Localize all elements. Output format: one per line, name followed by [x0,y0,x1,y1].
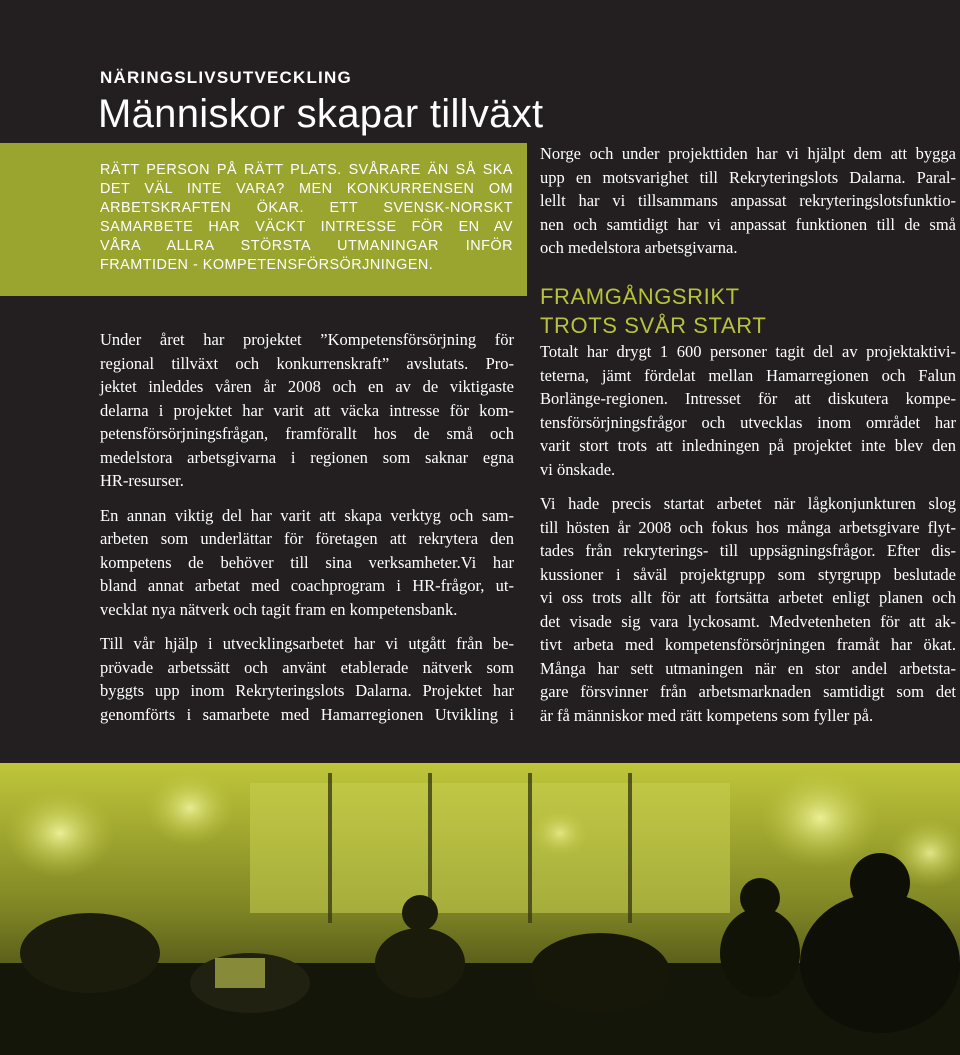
text-line: tensförsörjningsfrågor och utvecklas inom området har [540,412,956,432]
sub-heading [540,282,766,340]
text-line: kussioner i såväl projektgrupp som styrgrupp beslutade [540,564,956,584]
sub-heading-line: TROTS SVÅR START [540,313,767,338]
text-line: är få människor med rätt kompetens som fyller på. [540,705,874,725]
paragraph [540,492,956,727]
text-line: HR-resurser. [100,471,184,490]
text-line: Borlänge-regionen. Intresset för att diskutera kompe- [540,389,956,408]
text-line: genomförts i samarbete med Hamarregionen Utvikling i [100,704,514,724]
lead-line: FRAMTIDEN - KOMPETENSFÖRSÖRJNINGEN. [100,257,434,273]
text-line: nen och samtidigt har vi anpassat funktionen till de små [540,214,956,234]
text-line: upp en motsvarighet till Rekryteringslots Dalarna. Paral- [540,167,956,187]
lead-line: ARBETSKRAFTEN ÖKAR. ETT SVENSK-NORSKT [100,200,513,216]
text-line: petensförsörjningsfrågan, framförallt hos de små och [100,424,514,443]
paragraph [540,142,956,260]
text-line: byggts upp inom Rekryteringslots Dalarna. Projektet har [100,681,514,700]
paragraph [540,340,956,481]
left-column [100,328,514,737]
text-line: tivt arbeta med kompetensförsörjningen framåt har ökat. [540,635,956,654]
sub-heading-line: FRAMGÅNGSRIKT [540,284,740,309]
paragraph [100,632,514,726]
text-line: Till vår hjälp i utvecklingsarbetet har vi utgått från be- [100,634,514,653]
section-label: NÄRINGSLIVSUTVECKLING [100,68,352,87]
text-line: vi önskade. [540,459,616,479]
text-line: det visade sig vara lyckosamt. Medvetenheten för att ak- [540,611,956,631]
page-title: Människor skapar tillväxt [98,92,544,136]
text-line: lellt har vi tillsammans anpassat rekryteringslotsfunktio- [540,191,956,210]
text-line: varit stort trots att inledningen på projektet inte blev den [540,436,956,455]
text-line: Många har sett utmaningen när en stor andel arbetsta- [540,658,956,678]
lead-line: RÄTT PERSON PÅ RÄTT PLATS. SVÅRARE ÄN SÅ SKA [100,162,513,178]
right-column-bottom [540,340,956,738]
lead-line: VÅRA ALLRA STÖRSTA UTMANINGAR INFÖR [100,238,513,254]
text-line: Under året har projektet ”Kompetensförsörjning för [100,330,514,349]
text-line: Vi hade precis startat arbetet när lågkonjunkturen slog [540,494,956,513]
lead-line: DET VÄL INTE VARA? MEN KONKURRENSEN OM [100,181,513,197]
text-line: Totalt har drygt 1 600 personer tagit del av projektaktivi- [540,342,956,361]
text-line: prövade arbetssätt och använt etablerade nätverk som [100,657,514,677]
text-line: medelstora arbetsgivarna i regionen som saknar egna [100,447,514,467]
text-line: regional tillväxt och konkurrenskraft” avslutats. Pro- [100,353,514,373]
text-line: bland annat arbetat med coachprogram i HR-frågor, ut- [100,576,514,595]
right-column-top [540,142,956,271]
lead-box [0,143,527,296]
text-line: och medelstora arbetsgivarna. [540,238,738,257]
text-line: vecklat nya nätverk och tagit fram en kompetensbank. [100,599,458,619]
cafe-photo [0,763,960,1055]
paragraph [100,504,514,622]
text-line: delarna i projektet har varit att väcka intresse för kom- [100,400,514,420]
text-line: Norge och under projekttiden har vi hjälpt dem att bygga [540,144,956,163]
cafe-scene-illustration [0,763,960,1055]
text-line: jektet inleddes våren år 2008 och en av de viktigaste [100,377,514,396]
text-line: En annan viktig del har varit att skapa verktyg och sam- [100,505,514,525]
text-line: till hösten år 2008 och fokus hos många arbetsgivare flyt- [540,517,956,537]
paragraph [100,328,514,493]
lead-line: SAMARBETE HAR VÄCKT INTRESSE FÖR EN AV [100,219,513,235]
text-line: gare försvinner från arbetsmarknaden samtidigt som det [540,682,956,701]
text-line: vi oss trots allt för att fortsätta arbetet enligt planen och [540,588,956,607]
text-line: teterna, jämt fördelat mellan Hamarregionen och Falun [540,365,956,385]
text-line: kompetens de behöver till sina verksamheter.Vi har [100,552,514,572]
text-line: tades från rekryterings- till uppsägningsfrågor. Efter dis- [540,541,956,560]
text-line: arbeten som underlättar för företagen att rekrytera den [100,529,514,548]
